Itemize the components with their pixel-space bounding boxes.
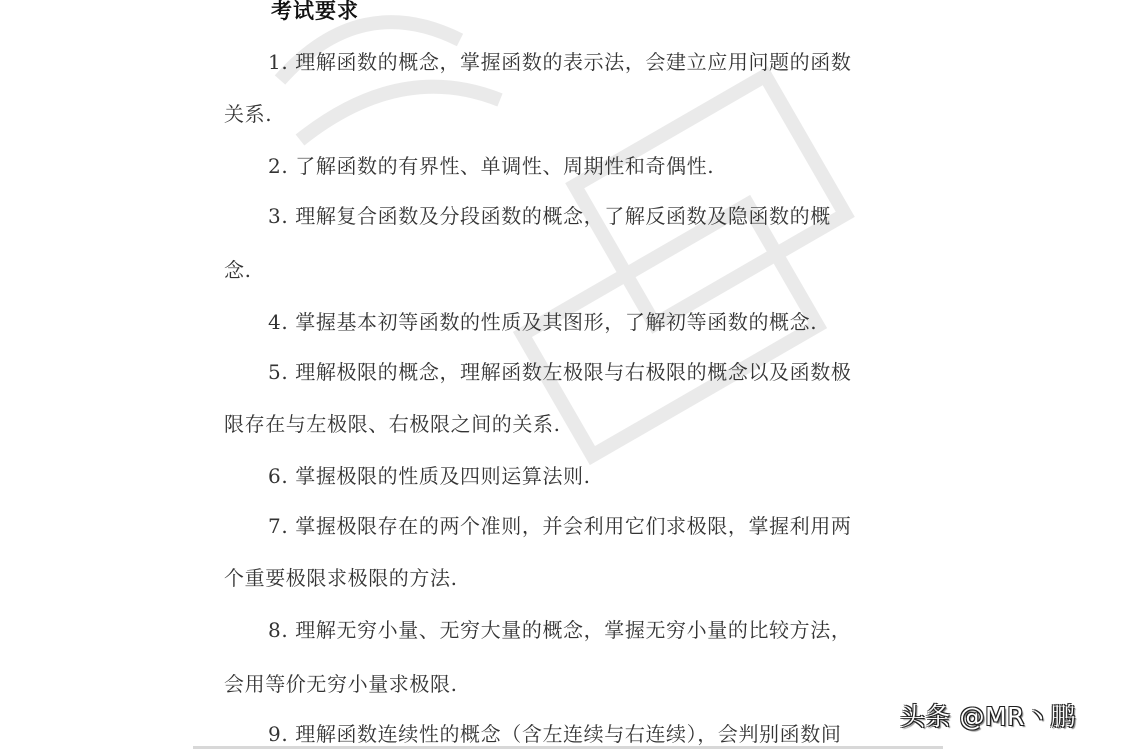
requirement-line: 7. 掌握极限存在的两个准则，并会利用它们求极限，掌握利用两	[268, 514, 852, 538]
requirement-line: 3. 理解复合函数及分段函数的概念，了解反函数及隐函数的概	[268, 204, 831, 228]
requirement-line: 2. 了解函数的有界性、单调性、周期性和奇偶性.	[268, 154, 715, 178]
section-heading: 考试要求	[271, 0, 359, 23]
requirement-line-continuation: 限存在与左极限、右极限之间的关系.	[224, 412, 561, 436]
requirement-line: 6. 掌握极限的性质及四则运算法则.	[268, 464, 591, 488]
requirement-line: 4. 掌握基本初等函数的性质及其图形，了解初等函数的概念.	[268, 310, 818, 334]
requirement-line-continuation: 个重要极限求极限的方法.	[224, 566, 458, 590]
brand-watermark: 头条 @MR丶鹏	[900, 702, 1076, 731]
requirement-line: 5. 理解极限的概念，理解函数左极限与右极限的概念以及函数极	[268, 360, 852, 384]
requirement-line-continuation: 会用等价无穷小量求极限.	[224, 672, 458, 696]
requirement-line-continuation: 念.	[224, 258, 252, 282]
requirement-line: 8. 理解无穷小量、无穷大量的概念，掌握无穷小量的比较方法，	[268, 618, 852, 642]
requirement-line: 9. 理解函数连续性的概念（含左连续与右连续），会判别函数间	[268, 722, 842, 746]
requirement-line-continuation: 关系.	[224, 102, 273, 126]
background-watermark-icon	[240, 0, 880, 520]
requirement-line: 1. 理解函数的概念，掌握函数的表示法，会建立应用问题的函数	[268, 50, 852, 74]
page-bottom-divider	[193, 746, 943, 749]
